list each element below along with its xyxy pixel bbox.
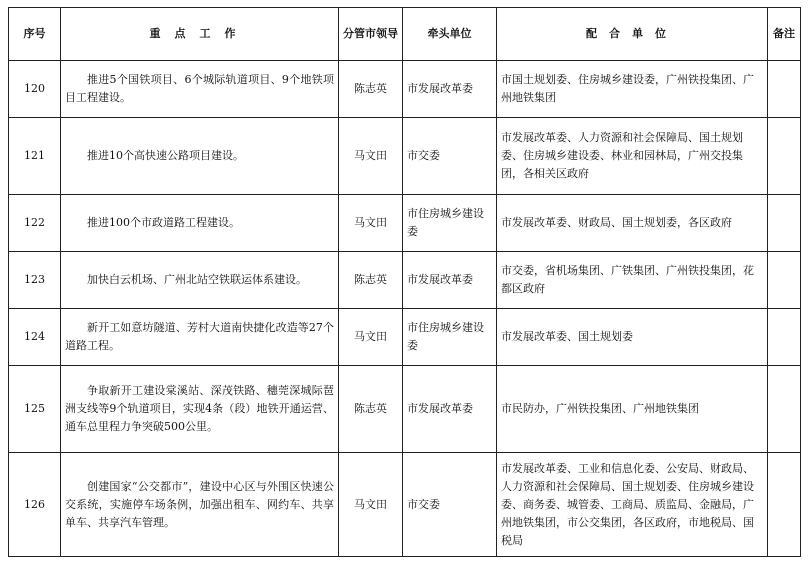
task-cell: 推进5个国铁项目、6个城际轨道项目、9个地铁项目工程建设。 — [61, 61, 339, 118]
partners-cell: 市国土规划委、住房城乡建设委，广州铁投集团、广州地铁集团 — [497, 61, 768, 118]
header-lead-unit: 牵头单位 — [403, 8, 497, 61]
partners-cell: 市发展改革委、国土规划委 — [497, 309, 768, 366]
task-cell: 创建国家“公交都市”，建设中心区与外围区快速公交系统，实施停车场条例，加强出租车、网约车、共享单车、共享汽车管理。 — [61, 453, 339, 557]
row-number: 120 — [9, 61, 61, 118]
note-cell — [768, 366, 801, 453]
table-row — [9, 118, 801, 195]
partners-cell: 市发展改革委、人力资源和社会保障局、国土规划委、住房城乡建设委、林业和园林局，广州交投集团，各相关区政府 — [497, 118, 768, 195]
lead-unit-cell: 市住房城乡建设委 — [403, 195, 497, 252]
work-plan-table — [8, 7, 801, 557]
lead-unit-cell: 市发展改革委 — [403, 61, 497, 118]
partners-cell: 市交委，省机场集团、广铁集团、广州铁投集团，花都区政府 — [497, 252, 768, 309]
row-number: 126 — [9, 453, 61, 557]
task-cell: 新开工如意坊隧道、芳村大道南快捷化改造等27个道路工程。 — [61, 309, 339, 366]
header-note: 备注 — [768, 8, 801, 61]
leader-cell: 陈志英 — [339, 61, 403, 118]
note-cell — [768, 309, 801, 366]
note-cell — [768, 61, 801, 118]
leader-cell: 马文田 — [339, 453, 403, 557]
lead-unit-cell: 市住房城乡建设委 — [403, 309, 497, 366]
leader-cell: 马文田 — [339, 309, 403, 366]
note-cell — [768, 252, 801, 309]
header-task: 重点工作 — [61, 8, 339, 61]
table-row — [9, 61, 801, 118]
table-row — [9, 366, 801, 453]
partners-cell: 市发展改革委、工业和信息化委、公安局、财政局、人力资源和社会保障局、国土规划委、住房城乡建设委、商务委、城管委、工商局、质监局、金融局，广州地铁集团，市公交集团，各区政府，市地税局、国税局 — [497, 453, 768, 557]
row-number: 125 — [9, 366, 61, 453]
lead-unit-cell: 市发展改革委 — [403, 366, 497, 453]
task-cell: 加快白云机场、广州北站空铁联运体系建设。 — [61, 252, 339, 309]
lead-unit-cell: 市交委 — [403, 453, 497, 557]
task-cell: 推进100个市政道路工程建设。 — [61, 195, 339, 252]
header-row — [9, 8, 801, 61]
task-cell: 争取新开工建设棠溪站、深茂铁路、穗莞深城际琶洲支线等9个轨道项目，实现4条（段）地铁开通运营、通车总里程力争突破500公里。 — [61, 366, 339, 453]
row-number: 121 — [9, 118, 61, 195]
lead-unit-cell: 市发展改革委 — [403, 252, 497, 309]
header-no: 序号 — [9, 8, 61, 61]
partners-cell: 市发展改革委、财政局、国土规划委，各区政府 — [497, 195, 768, 252]
leader-cell: 陈志英 — [339, 366, 403, 453]
table-row — [9, 309, 801, 366]
lead-unit-cell: 市交委 — [403, 118, 497, 195]
table-row — [9, 453, 801, 557]
leader-cell: 马文田 — [339, 195, 403, 252]
table-row — [9, 195, 801, 252]
table-row — [9, 252, 801, 309]
row-number: 124 — [9, 309, 61, 366]
leader-cell: 马文田 — [339, 118, 403, 195]
header-partners: 配合单位 — [497, 8, 768, 61]
row-number: 122 — [9, 195, 61, 252]
note-cell — [768, 195, 801, 252]
row-number: 123 — [9, 252, 61, 309]
note-cell — [768, 453, 801, 557]
leader-cell: 陈志英 — [339, 252, 403, 309]
task-cell: 推进10个高快速公路项目建设。 — [61, 118, 339, 195]
note-cell — [768, 118, 801, 195]
partners-cell: 市民防办，广州铁投集团、广州地铁集团 — [497, 366, 768, 453]
header-leader: 分管市领导 — [339, 8, 403, 61]
